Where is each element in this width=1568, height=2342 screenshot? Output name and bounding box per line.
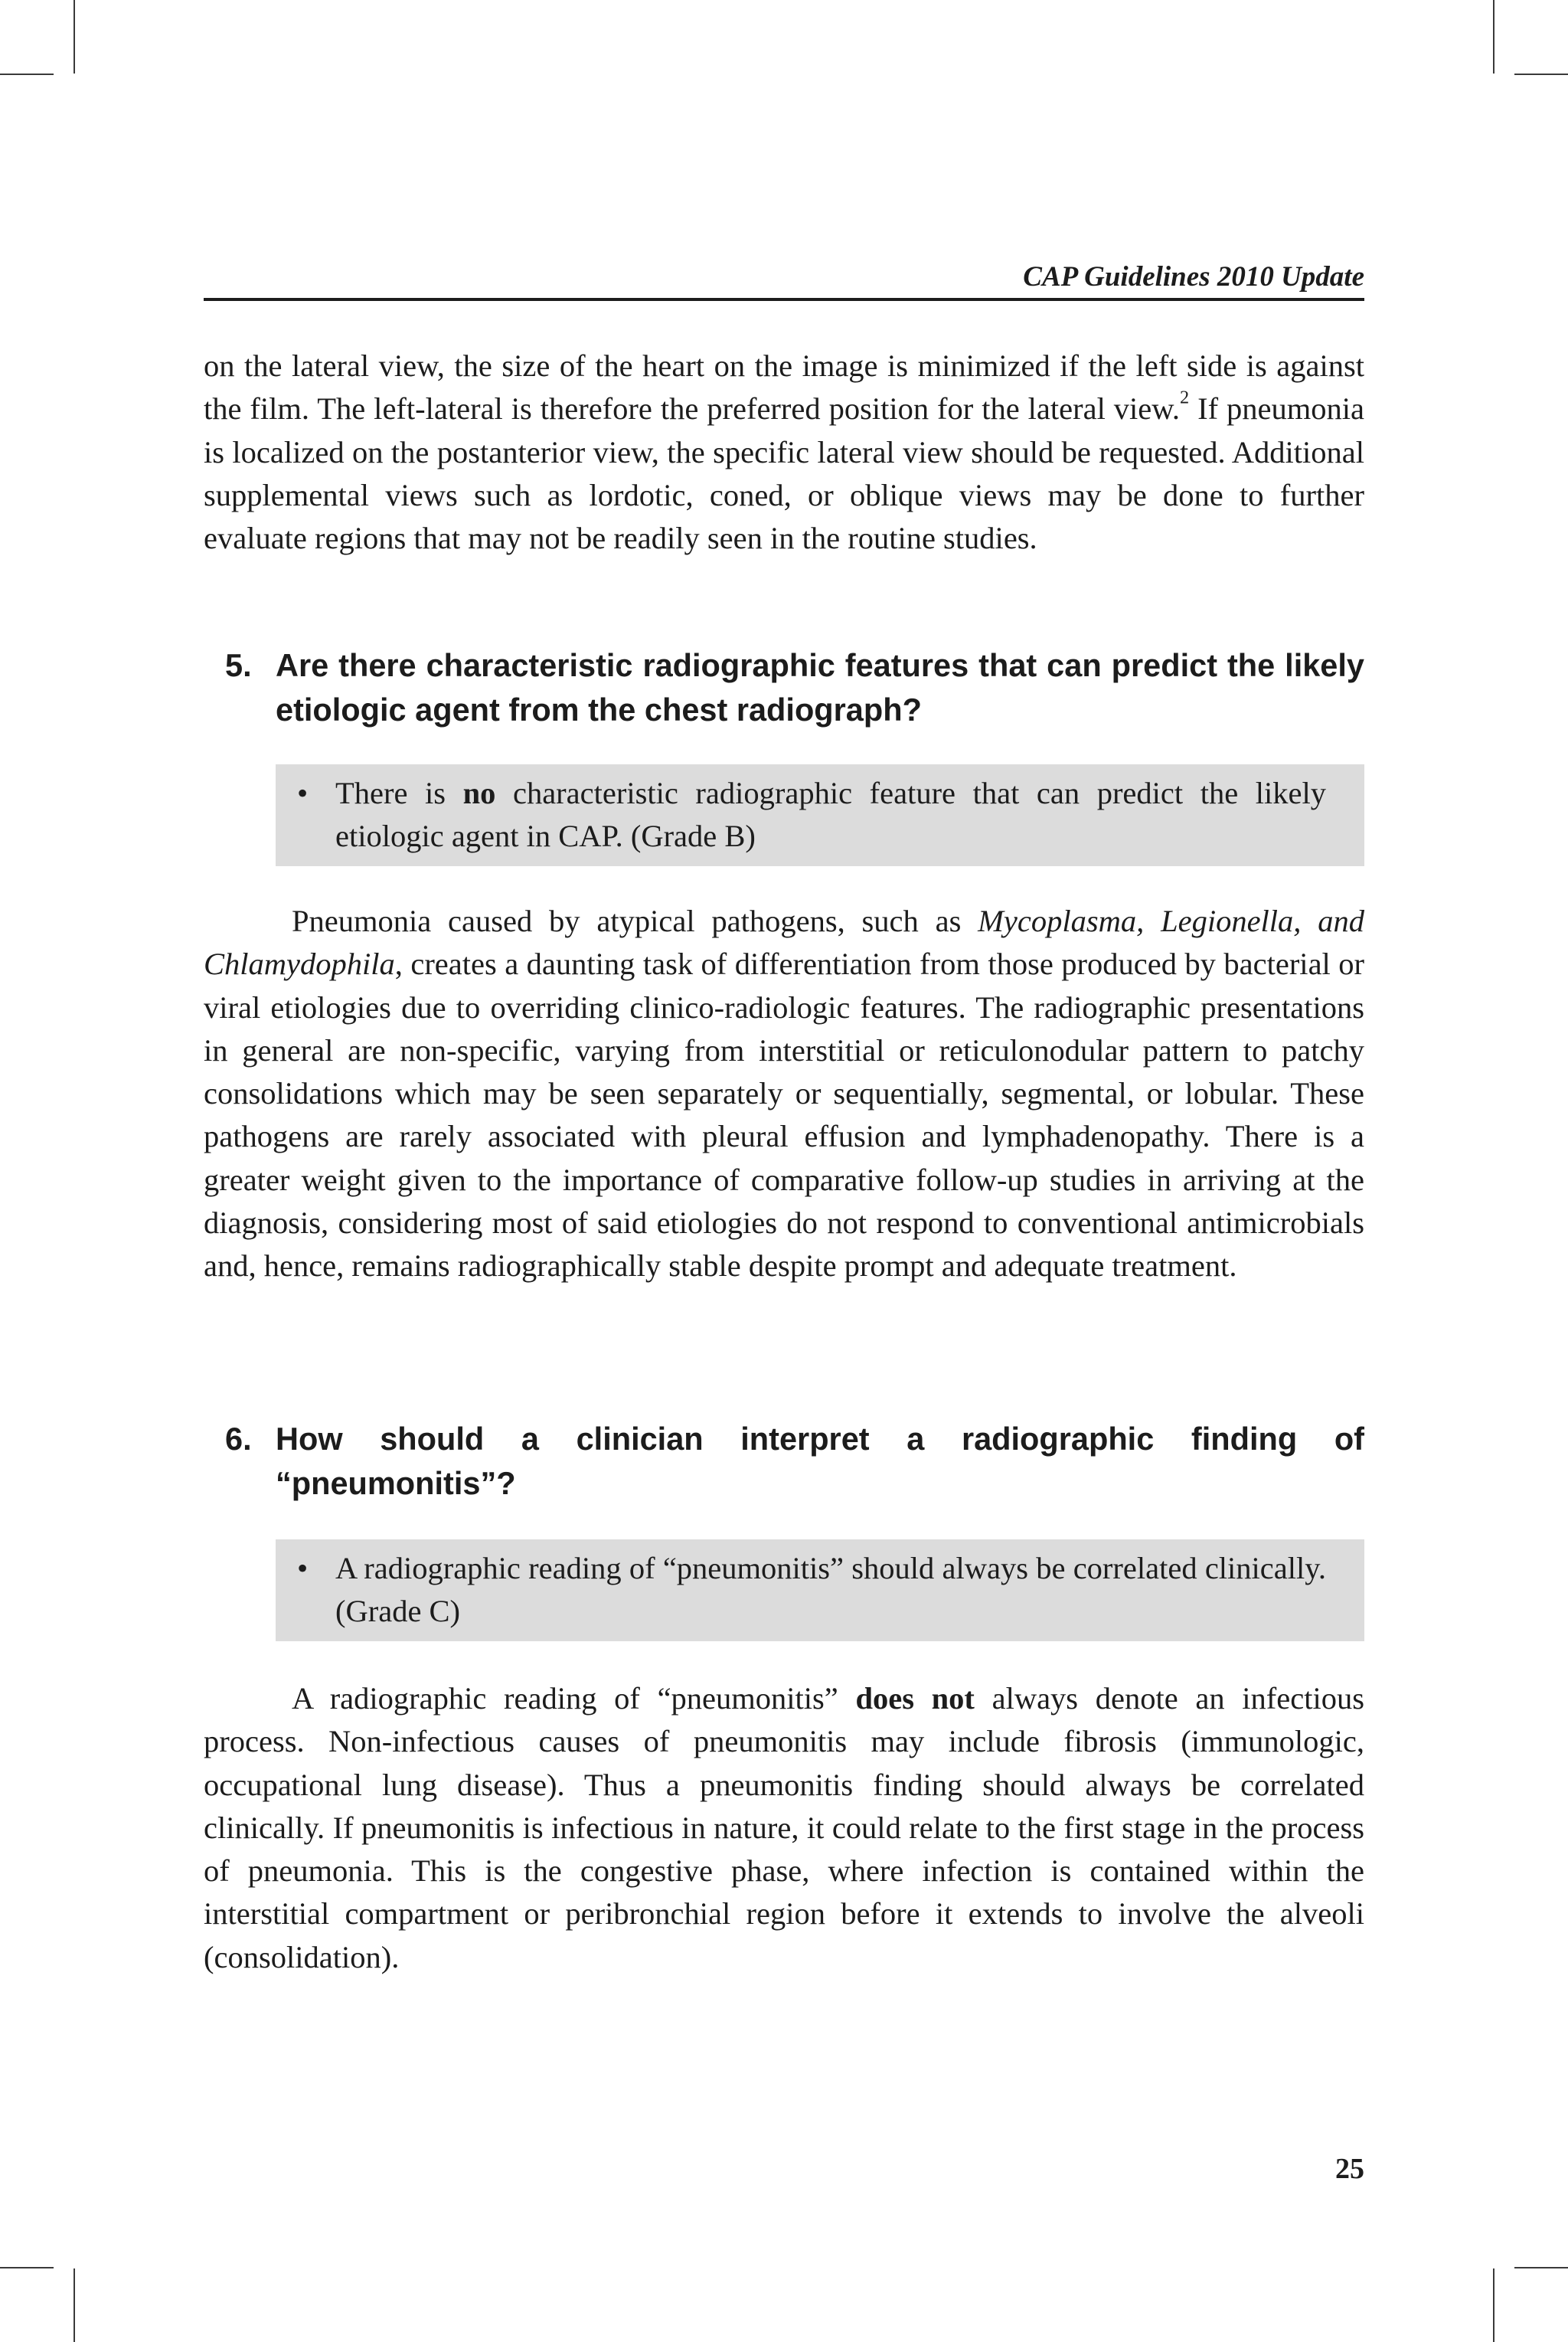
recommendation-text: A radiographic reading of “pneumonitis” should always be correlated clinically. (Grade C) — [335, 1551, 1326, 1629]
body-text: , creates a daunting task of differentiation from those produced by bacterial or viral etiologies due to overriding clinico-radiologic features. The radiographic presentations in general are non-specific, varying from interstitial or reticulonodular pattern to patchy consolidations which may be seen separately or sequentially, segmental, or lobular. These pathogens are rarely associated with pleural effusion and lymphadenopathy. There is a greater weight given to the importance of comparative follow-up studies in arriving at the diagnosis, considering most of said etiologies do not respond to conventional antimicrobials and, hence, remains radiographically stable despite prompt and adequate treatment. — [204, 947, 1364, 1284]
recommendation-text-part: There is — [335, 776, 463, 810]
crop-mark — [1493, 2268, 1494, 2342]
recommendation-emphasis: no — [462, 776, 496, 810]
bullet-icon: • — [297, 776, 309, 810]
crop-mark — [0, 74, 54, 75]
intro-text-1: on the lateral view, the size of the heart on the image is minimized if the left side is against the film. The left-lateral is therefore the preferred position for the lateral view. — [204, 348, 1364, 427]
question-5 — [225, 643, 1364, 732]
recommendation-text-part: characteristic radiographic feature that can predict the likely etiologic agent in CAP. (Grade B) — [335, 776, 1326, 854]
recommendation-box-6 — [276, 1539, 1364, 1641]
crop-mark — [74, 2268, 75, 2342]
body-paragraph-5 — [204, 900, 1364, 1288]
body-emphasis: does not — [855, 1681, 975, 1716]
recommendation-text — [335, 772, 1326, 859]
body-text: Pneumonia caused by atypical pathogens, such as — [292, 904, 978, 938]
crop-mark — [1493, 0, 1494, 74]
body-text: A radiographic reading of “pneumonitis” — [292, 1681, 856, 1716]
question-text: Are there characteristic radiographic features that can predict the likely etiologic agent from the chest radiograph? — [276, 647, 1364, 728]
crop-mark — [1514, 2267, 1568, 2268]
body-text: always denote an infectious process. Non-infectious causes of pneumonitis may include fibrosis (immunologic, occupational lung disease). Thus a pneumonitis finding should always be correlated clinically. If pneumonitis is infectious in nature, it could relate to the first stage in the process of pneumonia. This is the congestive phase, where infection is contained within the interstitial compartment or peribronchial region before it extends to involve the alveoli (consolidation). — [204, 1681, 1364, 1974]
question-text: How should a clinician interpret a radiographic finding of “pneumonitis”? — [276, 1421, 1364, 1501]
recommendation-box-5 — [276, 764, 1364, 866]
question-6 — [225, 1417, 1364, 1506]
pathogen-names: Mycoplasma, Legionella, and Chlamydophila — [204, 904, 1364, 982]
intro-text-2: If pneumonia is localized on the postanterior view, the specific lateral view should be requested. Additional supplemental views such as lordotic, coned, or oblique views may be done to further evaluate regions that may not be readily seen in the routine studies. — [204, 391, 1364, 556]
running-header: CAP Guidelines 2010 Update — [1023, 261, 1364, 293]
question-number: 5. — [225, 647, 252, 683]
body-paragraph-6 — [204, 1677, 1364, 1979]
intro-paragraph — [204, 345, 1364, 560]
header-rule — [204, 298, 1364, 301]
reference-superscript: 2 — [1180, 387, 1190, 408]
bullet-icon: • — [297, 1551, 309, 1585]
question-number: 6. — [225, 1421, 252, 1457]
crop-mark — [1514, 74, 1568, 75]
page-number: 25 — [1335, 2153, 1364, 2185]
crop-mark — [0, 2267, 54, 2268]
crop-mark — [74, 0, 75, 74]
